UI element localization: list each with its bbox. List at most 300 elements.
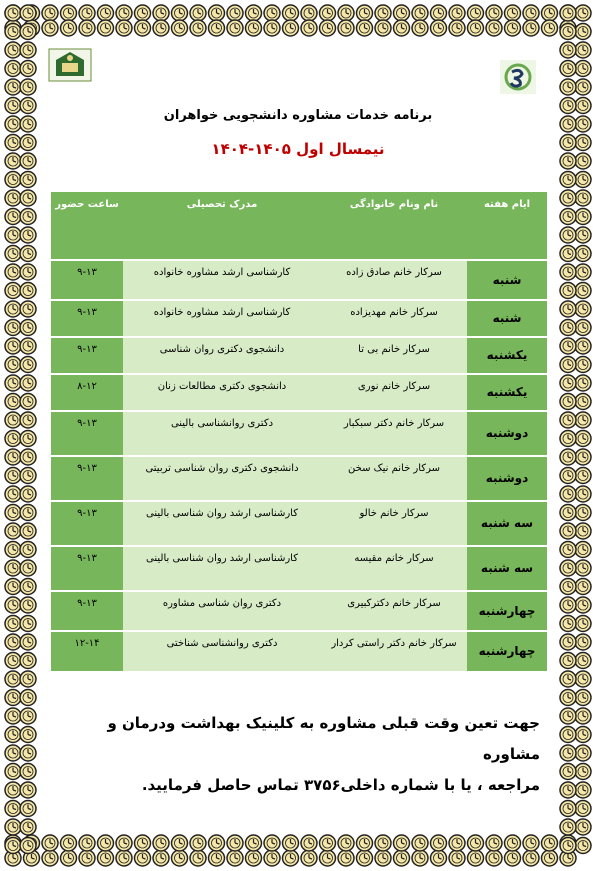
cell-name: سرکار خانم دکتر راستی کردار (321, 631, 467, 672)
border-clock-icon (283, 835, 299, 851)
cell-hours: ۹-۱۳ (51, 337, 123, 374)
border-clock-icon (560, 264, 576, 280)
border-clock-icon (560, 5, 576, 21)
border-clock-icon (505, 850, 521, 866)
border-clock-icon (575, 61, 591, 77)
border-clock-icon (560, 801, 576, 817)
border-clock-icon (394, 835, 410, 851)
table-row (51, 456, 547, 501)
border-clock-icon (338, 850, 354, 866)
semester-subtitle: نیمسال اول ۱۴۰۵-۱۴۰۴ (211, 140, 385, 158)
border-clock-icon (61, 5, 77, 21)
border-clock-icon (412, 20, 428, 36)
border-clock-icon (560, 634, 576, 650)
border-clock-icon (5, 708, 21, 724)
border-clock-icon (79, 20, 95, 36)
border-clock-icon (468, 20, 484, 36)
border-clock-icon (227, 850, 243, 866)
border-clock-icon (153, 835, 169, 851)
border-clock-icon (486, 20, 502, 36)
border-clock-icon (575, 449, 591, 465)
border-clock-icon (5, 449, 21, 465)
border-clock-icon (301, 850, 317, 866)
border-clock-icon (5, 727, 21, 743)
cell-degree: دکتری روانشناسی شناختی (123, 631, 321, 672)
border-clock-icon (575, 560, 591, 576)
border-clock-icon (505, 5, 521, 21)
border-clock-icon (575, 838, 591, 854)
schedule-table (51, 192, 547, 673)
border-clock-icon (560, 486, 576, 502)
border-clock-icon (190, 850, 206, 866)
border-clock-icon (20, 246, 36, 262)
border-clock-icon (575, 209, 591, 225)
border-clock-icon (560, 357, 576, 373)
border-clock-icon (575, 782, 591, 798)
border-clock-icon (5, 24, 21, 40)
cell-name: سرکار خانم دکتر سبکبار (321, 411, 467, 456)
border-clock-icon (301, 20, 317, 36)
cell-day: سه شنبه (467, 546, 547, 591)
border-clock-icon (5, 61, 21, 77)
border-clock-icon (190, 5, 206, 21)
cell-degree: کارشناسی ارشد مشاوره خانواده (123, 300, 321, 337)
border-clock-icon (575, 412, 591, 428)
border-clock-icon (560, 301, 576, 317)
border-clock-icon (560, 542, 576, 558)
border-clock-icon (575, 375, 591, 391)
border-clock-icon (575, 653, 591, 669)
border-clock-icon (431, 835, 447, 851)
border-clock-icon (357, 850, 373, 866)
border-clock-icon (20, 468, 36, 484)
cell-degree: کارشناسی ارشد روان شناسی بالینی (123, 546, 321, 591)
border-clock-icon (135, 20, 151, 36)
border-clock-icon (431, 850, 447, 866)
border-clock-icon (116, 5, 132, 21)
border-clock-icon (20, 505, 36, 521)
border-clock-icon (98, 20, 114, 36)
border-clock-icon (523, 20, 539, 36)
border-clock-icon (20, 838, 36, 854)
column-header-day: ایام هفته (467, 192, 547, 260)
border-clock-icon (20, 671, 36, 687)
cell-hours: ۹-۱۳ (51, 501, 123, 546)
border-clock-icon (5, 486, 21, 502)
table-row (51, 591, 547, 631)
border-clock-icon (338, 20, 354, 36)
cell-day: شنبه (467, 300, 547, 337)
border-clock-icon (61, 835, 77, 851)
border-clock-icon (5, 764, 21, 780)
border-clock-icon (153, 20, 169, 36)
cell-hours: ۹-۱۳ (51, 546, 123, 591)
border-clock-icon (575, 5, 591, 21)
border-clock-icon (523, 850, 539, 866)
border-clock-icon (5, 782, 21, 798)
border-clock-icon (5, 412, 21, 428)
border-clock-icon (412, 5, 428, 21)
border-clock-icon (5, 375, 21, 391)
border-clock-icon (575, 801, 591, 817)
border-clock-icon (153, 850, 169, 866)
border-clock-icon (394, 850, 410, 866)
border-clock-icon (116, 850, 132, 866)
border-clock-icon (79, 850, 95, 866)
border-clock-icon (264, 835, 280, 851)
border-clock-icon (468, 5, 484, 21)
border-clock-icon (575, 505, 591, 521)
border-clock-icon (264, 20, 280, 36)
cell-hours: ۹-۱۳ (51, 591, 123, 631)
border-clock-icon (20, 412, 36, 428)
border-clock-icon (20, 523, 36, 539)
border-clock-icon (61, 850, 77, 866)
border-clock-icon (575, 320, 591, 336)
border-clock-icon (42, 835, 58, 851)
border-clock-icon (560, 190, 576, 206)
border-clock-icon (560, 79, 576, 95)
border-clock-icon (5, 246, 21, 262)
cell-name: سرکار خانم مقیسه (321, 546, 467, 591)
cell-day: سه شنبه (467, 501, 547, 546)
border-clock-icon (575, 745, 591, 761)
table-row (51, 374, 547, 411)
border-clock-icon (575, 338, 591, 354)
border-clock-icon (20, 579, 36, 595)
border-clock-icon (5, 357, 21, 373)
border-clock-icon (5, 264, 21, 280)
cell-degree: دکتری روان شناسی مشاوره (123, 591, 321, 631)
table-row (51, 546, 547, 591)
border-clock-icon (486, 835, 502, 851)
cell-hours: ۱۲-۱۴ (51, 631, 123, 672)
border-clock-icon (20, 24, 36, 40)
university-emblem-icon (48, 48, 92, 82)
border-clock-icon (190, 835, 206, 851)
border-clock-icon (560, 727, 576, 743)
border-clock-icon (560, 579, 576, 595)
border-clock-icon (5, 838, 21, 854)
border-clock-icon (560, 431, 576, 447)
border-clock-icon (20, 227, 36, 243)
border-clock-icon (20, 264, 36, 280)
border-clock-icon (412, 835, 428, 851)
border-clock-icon (5, 745, 21, 761)
border-clock-icon (449, 20, 465, 36)
border-clock-icon (560, 560, 576, 576)
border-clock-icon (264, 850, 280, 866)
border-clock-icon (42, 850, 58, 866)
border-clock-icon (560, 523, 576, 539)
border-clock-icon (135, 5, 151, 21)
border-clock-icon (394, 20, 410, 36)
border-clock-icon (575, 394, 591, 410)
border-clock-icon (246, 850, 262, 866)
notice-line-2: مراجعه ، یا با شماره داخلی۳۷۵۶ تماس حاصل فرمایید. (141, 776, 540, 794)
cell-name: سرکار خانم نیک سخن (321, 456, 467, 501)
border-clock-icon (20, 764, 36, 780)
border-clock-icon (560, 449, 576, 465)
border-clock-icon (560, 338, 576, 354)
cell-degree: دانشجوی دکتری روان شناسی تربیتی (123, 456, 321, 501)
cell-day: چهارشنبه (467, 591, 547, 631)
cell-hours: ۹-۱۳ (51, 260, 123, 300)
border-clock-icon (523, 5, 539, 21)
border-clock-icon (20, 727, 36, 743)
border-clock-icon (209, 20, 225, 36)
column-header-degree: مدرک تحصیلی (123, 192, 321, 260)
border-clock-icon (5, 431, 21, 447)
border-clock-icon (20, 819, 36, 835)
border-clock-icon (320, 20, 336, 36)
border-clock-icon (375, 5, 391, 21)
border-clock-icon (283, 20, 299, 36)
border-clock-icon (560, 671, 576, 687)
border-clock-icon (560, 838, 576, 854)
border-clock-icon (575, 764, 591, 780)
border-clock-icon (20, 634, 36, 650)
border-clock-icon (5, 801, 21, 817)
border-clock-icon (357, 20, 373, 36)
border-clock-icon (575, 542, 591, 558)
appointment-notice (70, 708, 540, 801)
border-clock-icon (20, 745, 36, 761)
border-clock-icon (486, 5, 502, 21)
border-clock-icon (5, 542, 21, 558)
table-row (51, 631, 547, 672)
cell-name: سرکار خانم بی تا (321, 337, 467, 374)
border-clock-icon (5, 209, 21, 225)
border-clock-icon (575, 486, 591, 502)
cell-name: سرکار خانم خالو (321, 501, 467, 546)
border-clock-icon (301, 835, 317, 851)
border-clock-icon (153, 5, 169, 21)
border-clock-icon (20, 283, 36, 299)
border-clock-icon (560, 764, 576, 780)
border-clock-icon (42, 5, 58, 21)
border-clock-icon (5, 468, 21, 484)
cell-day: شنبه (467, 260, 547, 300)
border-clock-icon (20, 375, 36, 391)
border-clock-icon (560, 708, 576, 724)
border-clock-icon (5, 42, 21, 58)
border-clock-icon (20, 782, 36, 798)
border-clock-icon (542, 5, 558, 21)
cell-day: یکشنبه (467, 374, 547, 411)
cell-day: دوشنبه (467, 411, 547, 456)
column-header-name: نام ونام خانوادگی (321, 192, 467, 260)
border-clock-icon (468, 835, 484, 851)
border-clock-icon (505, 835, 521, 851)
border-clock-icon (394, 5, 410, 21)
border-clock-icon (575, 172, 591, 188)
cell-name: سرکار خانم دکترکبیری (321, 591, 467, 631)
border-clock-icon (5, 819, 21, 835)
table-row (51, 411, 547, 456)
border-clock-icon (575, 264, 591, 280)
border-clock-icon (575, 579, 591, 595)
border-clock-icon (560, 375, 576, 391)
border-clock-icon (575, 690, 591, 706)
counseling-logo-icon (500, 60, 536, 94)
table-row (51, 501, 547, 546)
border-clock-icon (560, 61, 576, 77)
border-clock-icon (20, 301, 36, 317)
border-clock-icon (542, 835, 558, 851)
border-clock-icon (575, 301, 591, 317)
border-clock-icon (20, 394, 36, 410)
border-clock-icon (505, 20, 521, 36)
cell-hours: ۹-۱۳ (51, 300, 123, 337)
cell-degree: کارشناسی ارشد مشاوره خانواده (123, 260, 321, 300)
cell-day: یکشنبه (467, 337, 547, 374)
border-clock-icon (190, 20, 206, 36)
border-clock-icon (575, 819, 591, 835)
border-clock-icon (575, 597, 591, 613)
cell-hours: ۸-۱۲ (51, 374, 123, 411)
border-clock-icon (61, 20, 77, 36)
border-clock-icon (560, 412, 576, 428)
border-clock-icon (135, 850, 151, 866)
border-clock-icon (5, 523, 21, 539)
border-clock-icon (375, 835, 391, 851)
border-clock-icon (560, 653, 576, 669)
border-clock-icon (468, 850, 484, 866)
border-clock-icon (20, 209, 36, 225)
border-clock-icon (320, 5, 336, 21)
border-clock-icon (227, 5, 243, 21)
border-clock-icon (20, 190, 36, 206)
border-clock-icon (20, 338, 36, 354)
border-clock-icon (5, 597, 21, 613)
cell-name: سرکار خانم مهدیزاده (321, 300, 467, 337)
border-clock-icon (560, 616, 576, 632)
border-clock-icon (283, 5, 299, 21)
border-clock-icon (20, 690, 36, 706)
border-clock-icon (449, 850, 465, 866)
border-clock-icon (560, 172, 576, 188)
border-clock-icon (575, 283, 591, 299)
border-clock-icon (560, 505, 576, 521)
border-clock-icon (209, 850, 225, 866)
border-clock-icon (20, 616, 36, 632)
border-clock-icon (575, 246, 591, 262)
border-clock-icon (560, 394, 576, 410)
border-clock-icon (20, 801, 36, 817)
border-clock-icon (575, 79, 591, 95)
border-clock-icon (338, 835, 354, 851)
cell-degree: دکتری روانشناسی بالینی (123, 411, 321, 456)
table-header-row (51, 192, 547, 260)
cell-hours: ۹-۱۳ (51, 456, 123, 501)
border-clock-icon (560, 597, 576, 613)
border-clock-icon (20, 320, 36, 336)
border-clock-icon (42, 20, 58, 36)
border-clock-icon (523, 835, 539, 851)
border-clock-icon (209, 835, 225, 851)
border-clock-icon (98, 5, 114, 21)
border-clock-icon (98, 850, 114, 866)
border-clock-icon (20, 486, 36, 502)
border-clock-icon (560, 246, 576, 262)
border-clock-icon (575, 523, 591, 539)
border-clock-icon (5, 79, 21, 95)
border-clock-icon (20, 449, 36, 465)
border-clock-icon (227, 20, 243, 36)
border-clock-icon (5, 653, 21, 669)
border-clock-icon (575, 357, 591, 373)
cell-degree: کارشناسی ارشد روان شناسی بالینی (123, 501, 321, 546)
border-clock-icon (5, 172, 21, 188)
border-clock-icon (5, 579, 21, 595)
border-clock-icon (449, 5, 465, 21)
notice-line-1: جهت تعین وقت قبلی مشاوره به کلینیک بهداشت ودرمان و مشاوره (107, 714, 540, 763)
border-clock-icon (172, 850, 188, 866)
cell-name: سرکار خانم نوری (321, 374, 467, 411)
border-clock-icon (560, 283, 576, 299)
page-title: برنامه خدمات مشاوره دانشجویی خواهران (163, 108, 433, 123)
border-clock-icon (116, 20, 132, 36)
border-clock-icon (20, 79, 36, 95)
border-clock-icon (357, 5, 373, 21)
border-clock-icon (5, 338, 21, 354)
border-clock-icon (172, 20, 188, 36)
border-clock-icon (5, 560, 21, 576)
border-clock-icon (5, 394, 21, 410)
border-clock-icon (575, 671, 591, 687)
border-clock-icon (320, 835, 336, 851)
border-clock-icon (20, 560, 36, 576)
border-clock-icon (20, 708, 36, 724)
border-clock-icon (5, 283, 21, 299)
border-clock-icon (20, 431, 36, 447)
border-clock-icon (5, 5, 21, 21)
border-clock-icon (246, 5, 262, 21)
border-clock-icon (5, 616, 21, 632)
border-clock-icon (20, 172, 36, 188)
border-clock-icon (575, 634, 591, 650)
border-clock-icon (5, 227, 21, 243)
border-clock-icon (264, 5, 280, 21)
border-clock-icon (560, 819, 576, 835)
border-clock-icon (575, 190, 591, 206)
border-clock-icon (20, 42, 36, 58)
border-clock-icon (560, 227, 576, 243)
border-clock-icon (5, 190, 21, 206)
table-row (51, 300, 547, 337)
border-clock-icon (246, 20, 262, 36)
border-clock-icon (320, 850, 336, 866)
border-clock-icon (20, 653, 36, 669)
border-clock-icon (20, 5, 36, 21)
border-clock-icon (283, 850, 299, 866)
border-clock-icon (560, 24, 576, 40)
border-clock-icon (5, 634, 21, 650)
border-clock-icon (5, 505, 21, 521)
border-clock-icon (560, 320, 576, 336)
border-clock-icon (116, 835, 132, 851)
border-clock-icon (246, 835, 262, 851)
border-clock-icon (209, 5, 225, 21)
border-clock-icon (560, 209, 576, 225)
border-clock-icon (135, 835, 151, 851)
border-clock-icon (20, 542, 36, 558)
border-clock-icon (301, 5, 317, 21)
border-clock-icon (5, 671, 21, 687)
border-clock-icon (575, 24, 591, 40)
border-clock-icon (575, 431, 591, 447)
